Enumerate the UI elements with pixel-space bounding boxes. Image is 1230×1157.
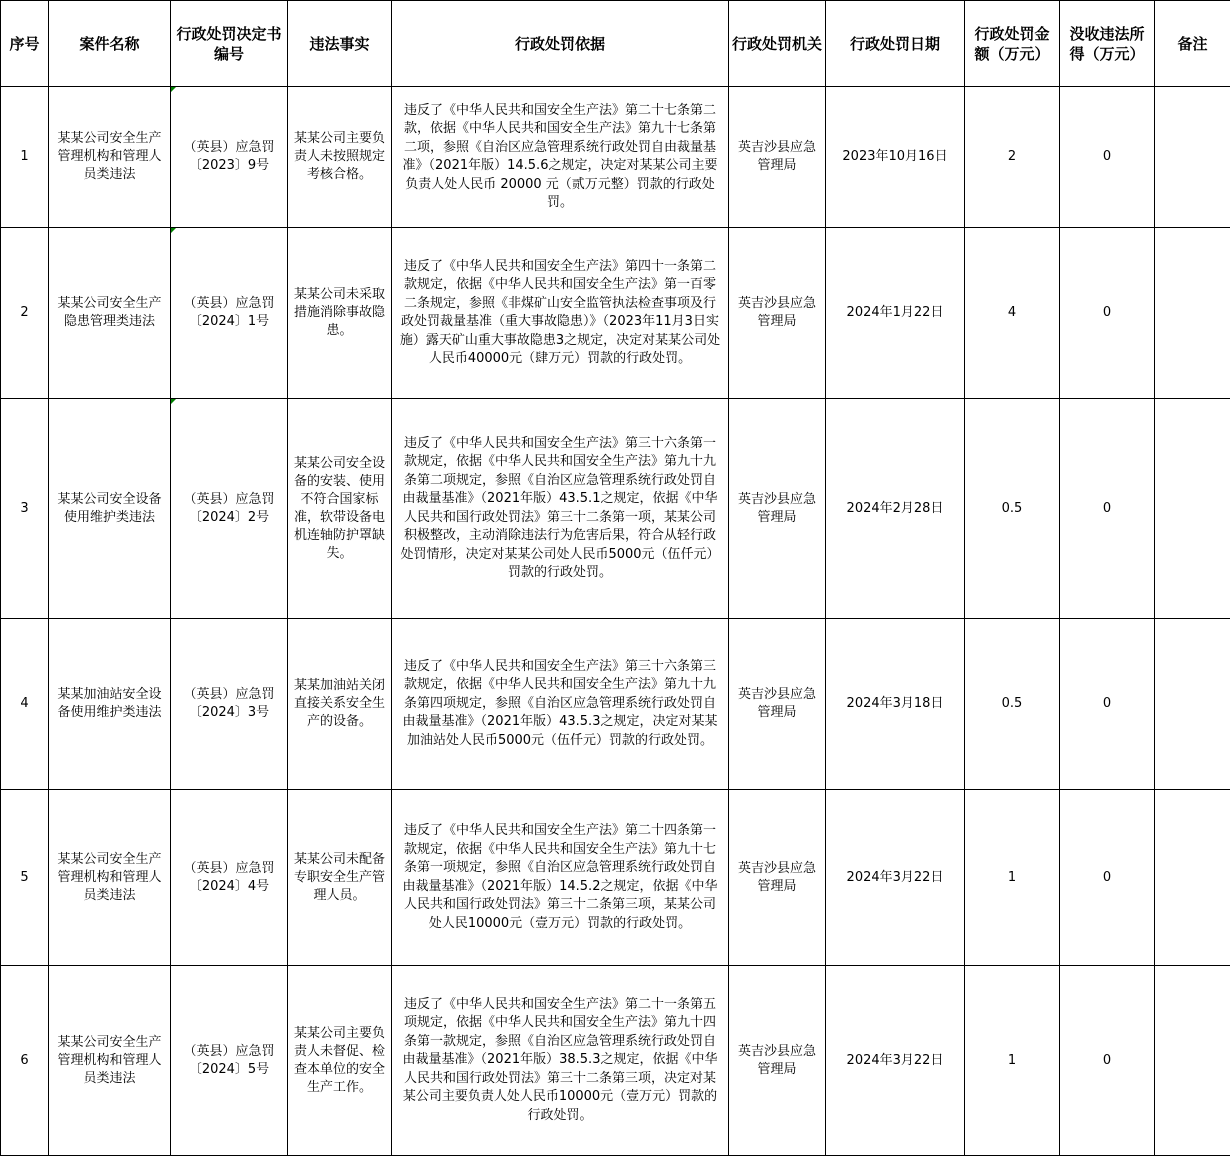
cell-amount: 1 <box>965 966 1060 1156</box>
cell-facts: 某某公司主要负责人未按照规定考核合格。 <box>288 87 392 228</box>
cell-case-name: 某某公司安全生产管理机构和管理人员类违法 <box>49 87 171 228</box>
cell-date: 2023年10月16日 <box>826 87 965 228</box>
cell-doc-no-text: （英县）应急罚〔2024〕1号 <box>183 296 275 329</box>
cell-facts: 某某公司安全设备的安装、使用不符合国家标准，软带设备电机连轴防护罩缺失。 <box>288 399 392 619</box>
cell-confiscated: 0 <box>1060 228 1155 399</box>
header-remarks: 备注 <box>1155 1 1230 87</box>
header-amount: 行政处罚金额（万元） <box>965 1 1060 87</box>
table-row <box>1 87 1230 228</box>
cell-case-name: 某某公司安全生产管理机构和管理人员类违法 <box>49 966 171 1156</box>
table-row <box>1 619 1230 790</box>
header-date: 行政处罚日期 <box>826 1 965 87</box>
cell-seq: 3 <box>1 399 49 619</box>
cell-facts: 某某公司主要负责人未督促、检查本单位的安全生产工作。 <box>288 966 392 1156</box>
cell-amount: 2 <box>965 87 1060 228</box>
cell-case-name: 某某公司安全设备使用维护类违法 <box>49 399 171 619</box>
cell-basis: 违反了《中华人民共和国安全生产法》第二十四条第一款规定，依据《中华人民共和国安全生产法》第九十七条第一项规定，参照《自治区应急管理系统行政处罚自由裁量基准》（2021年版）14.5.2之规定，依据《中华人民共和国行政处罚法》第三十二条第三项，某某公司处人民10000元（壹万元）罚款的行政处罚。 <box>392 790 729 966</box>
cell-confiscated: 0 <box>1060 966 1155 1156</box>
cell-amount: 4 <box>965 228 1060 399</box>
cell-case-name: 某某加油站安全设备使用维护类违法 <box>49 619 171 790</box>
cell-doc-no-text: （英县）应急罚〔2024〕2号 <box>183 491 275 525</box>
cell-basis: 违反了《中华人民共和国安全生产法》第四十一条第二款规定，依据《中华人民共和国安全生产法》第一百零二条规定，参照《非煤矿山安全监管执法检查事项及行政处罚裁量基准（重大事故隐患）》（2023年11月3日实施）露天矿山重大事故隐患3之规定，决定对某某公司处人民币40000元（肆万元）罚款的行政处罚。 <box>392 228 729 399</box>
cell-basis: 违反了《中华人民共和国安全生产法》第二十一条第五项规定，依据《中华人民共和国安全生产法》第九十四条第一款规定，参照《自治区应急管理系统行政处罚自由裁量基准》（2021年版）38.5.3之规定，依据《中华人民共和国行政处罚法》第三十二条第三项，决定对某某公司主要负责人处人民币10000元（壹万元）罚款的行政处罚。 <box>392 966 729 1156</box>
cell-doc-no-text: （英县）应急罚〔2023〕9号 <box>183 140 275 173</box>
cell-remarks <box>1155 87 1230 228</box>
cell-seq: 1 <box>1 87 49 228</box>
cell-basis: 违反了《中华人民共和国安全生产法》第三十六条第三款规定，依据《中华人民共和国安全生产法》第九十九条第四项规定，参照《自治区应急管理系统行政处罚自由裁量基准》（2021年版）43.5.3之规定，决定对某某加油站处人民币5000元（伍仟元）罚款的行政处罚。 <box>392 619 729 790</box>
cell-doc-no: （英县）应急罚〔2024〕5号 <box>171 966 288 1156</box>
cell-authority: 英吉沙县应急管理局 <box>729 87 826 228</box>
cell-date: 2024年3月18日 <box>826 619 965 790</box>
cell-basis: 违反了《中华人民共和国安全生产法》第二十七条第二款，依据《中华人民共和国安全生产法》第九十七条第二项，参照《自治区应急管理系统行政处罚自由裁量基准》（2021年版）14.5.6之规定，决定对某某公司主要负责人处人民币 20000 元（贰万元整）罚款的行政处罚。 <box>392 87 729 228</box>
cell-confiscated: 0 <box>1060 399 1155 619</box>
table-row <box>1 966 1230 1156</box>
table-row <box>1 399 1230 619</box>
cell-facts: 某某公司未配备专职安全生产管理人员。 <box>288 790 392 966</box>
cell-remarks <box>1155 790 1230 966</box>
header-confiscated: 没收违法所得（万元） <box>1060 1 1155 87</box>
cell-date: 2024年2月28日 <box>826 399 965 619</box>
header-seq: 序号 <box>1 1 49 87</box>
cell-facts: 某某加油站关闭直接关系安全生产的设备。 <box>288 619 392 790</box>
cell-case-name: 某某公司安全生产管理机构和管理人员类违法 <box>49 790 171 966</box>
cell-seq: 4 <box>1 619 49 790</box>
cell-seq: 5 <box>1 790 49 966</box>
cell-amount: 1 <box>965 790 1060 966</box>
comment-marker <box>171 87 176 92</box>
header-doc-no: 行政处罚决定书编号 <box>171 1 288 87</box>
cell-authority: 英吉沙县应急管理局 <box>729 228 826 399</box>
cell-authority: 英吉沙县应急管理局 <box>729 399 826 619</box>
cell-confiscated: 0 <box>1060 790 1155 966</box>
cell-seq: 2 <box>1 228 49 399</box>
comment-marker <box>171 228 176 233</box>
cell-doc-no: （英县）应急罚〔2024〕4号 <box>171 790 288 966</box>
cell-seq: 6 <box>1 966 49 1156</box>
table-row <box>1 790 1230 966</box>
cell-date: 2024年1月22日 <box>826 228 965 399</box>
cell-facts: 某某公司未采取措施消除事故隐患。 <box>288 228 392 399</box>
header-row <box>1 1 1230 87</box>
cell-amount: 0.5 <box>965 619 1060 790</box>
cell-authority: 英吉沙县应急管理局 <box>729 966 826 1156</box>
cell-date: 2024年3月22日 <box>826 966 965 1156</box>
header-basis: 行政处罚依据 <box>392 1 729 87</box>
cell-remarks <box>1155 228 1230 399</box>
cell-remarks <box>1155 966 1230 1156</box>
cell-doc-no <box>171 87 288 228</box>
cell-authority: 英吉沙县应急管理局 <box>729 790 826 966</box>
header-case-name: 案件名称 <box>49 1 171 87</box>
cell-remarks <box>1155 619 1230 790</box>
cell-amount: 0.5 <box>965 399 1060 619</box>
comment-marker <box>171 399 176 404</box>
cell-date: 2024年3月22日 <box>826 790 965 966</box>
cell-doc-no <box>171 399 288 619</box>
cell-doc-no <box>171 228 288 399</box>
cell-case-name: 某某公司安全生产隐患管理类违法 <box>49 228 171 399</box>
header-facts: 违法事实 <box>288 1 392 87</box>
cell-remarks <box>1155 399 1230 619</box>
cell-confiscated: 0 <box>1060 619 1155 790</box>
header-authority: 行政处罚机关 <box>729 1 826 87</box>
cell-basis: 违反了《中华人民共和国安全生产法》第三十六条第一款规定，依据《中华人民共和国安全生产法》第九十九条第二项规定，参照《自治区应急管理系统行政处罚自由裁量基准》（2021年版）43.5.1之规定，依据《中华人民共和国行政处罚法》第三十二条第一项，某某公司积极整改，主动消除违法行为危害后果，符合从轻行政处罚情形，决定对某某公司处人民币5000元（伍仟元）罚款的行政处罚。 <box>392 399 729 619</box>
table-row <box>1 228 1230 399</box>
cell-doc-no: （英县）应急罚〔2024〕3号 <box>171 619 288 790</box>
cell-confiscated: 0 <box>1060 87 1155 228</box>
cell-authority: 英吉沙县应急管理局 <box>729 619 826 790</box>
